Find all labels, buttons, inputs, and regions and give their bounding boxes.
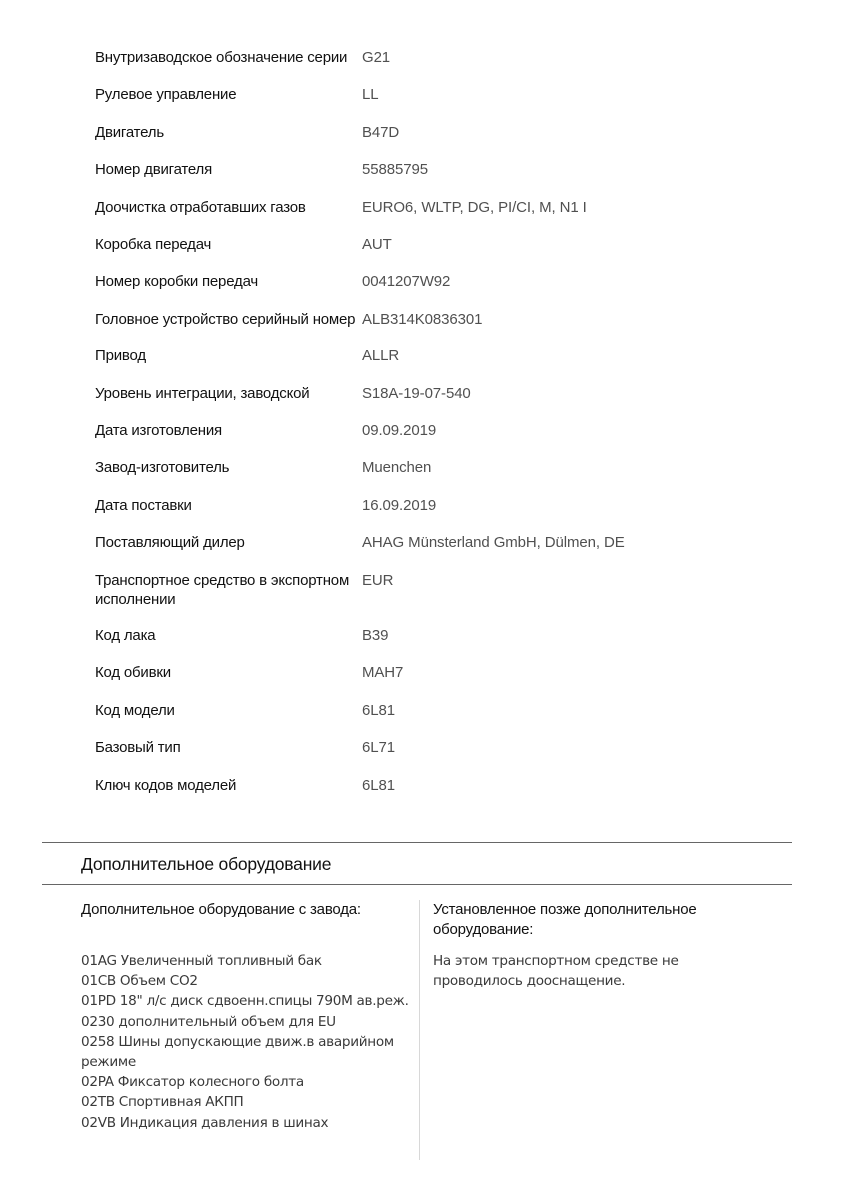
spec-row-production-date [95,421,795,440]
spec-value: G21 [362,49,391,66]
spec-label: Рулевое управление [95,86,237,104]
spec-row-integration-level [95,384,795,403]
list-item: 01PD 18" л/с диск сдвоенн.спицы 790M ав.реж. [81,993,409,1010]
spec-label: Ключ кодов моделей [95,776,237,794]
spec-label: Поставляющий дилер [95,534,245,552]
spec-row-dealer [95,533,795,552]
spec-value: 0041207W92 [362,273,451,291]
spec-row-model-key [95,776,795,795]
spec-value: MAH7 [362,664,404,682]
list-item: 0258 Шины допускающие движ.в аварийном режиме [81,1033,394,1071]
spec-label: Головное устройство серийный номер [95,310,356,328]
factory-equipment-heading: Дополнительное оборудование с завода: [81,901,361,918]
spec-row-plant [95,458,795,477]
spec-row-upholstery-code [95,663,795,682]
spec-value: 6L81 [362,701,395,719]
spec-value: ALLR [362,347,400,365]
spec-row-base-type [95,738,795,757]
list-item: 01CB Объем CO2 [81,973,198,990]
spec-row-head-unit [95,310,795,329]
spec-label: Код модели [95,701,175,719]
spec-value: AHAG Münsterland GmbH, Dülmen, DE [362,534,625,552]
factory-equipment-list [81,951,416,1133]
spec-label: Транспортное средство в экспортном исполнении [95,571,350,608]
spec-row-export-version [95,571,795,609]
spec-row-model-code [95,701,795,720]
spec-label: Код лака [95,627,156,645]
spec-value: AUT [362,235,392,253]
spec-row-engine [95,123,795,142]
spec-label: Дата изготовления [95,422,222,440]
spec-row-delivery-date [95,496,795,515]
spec-label: Базовый тип [95,739,181,757]
factory-equipment-column [81,900,416,1133]
list-item: 02VB Индикация давления в шинах [81,1114,329,1131]
spec-label: Коробка передач [95,235,212,253]
spec-row-series [95,48,795,67]
spec-row-exhaust [95,198,795,217]
spec-value: 16.09.2019 [362,496,437,514]
retrofit-equipment-column [433,900,733,991]
spec-value: ALB314K0836301 [362,310,483,328]
section-divider-bottom [42,884,792,885]
section-title: Дополнительное оборудование [81,854,332,874]
spec-value: LL [362,86,379,104]
spec-value: B47D [362,123,400,141]
list-item: 01AG Увеличенный топливный бак [81,953,322,969]
spec-label: Номер двигателя [95,161,213,179]
spec-label: Двигатель [95,123,164,141]
spec-value: 6L71 [362,739,395,757]
spec-value: S18A-19-07-540 [362,384,471,402]
list-item: 02PA Фиксатор колесного болта [81,1074,304,1091]
spec-label: Дата поставки [95,496,192,514]
spec-label: Код обивки [95,664,171,682]
spec-row-engine-number [95,160,795,179]
spec-label: Завод-изготовитель [95,459,230,477]
spec-value: Muenchen [362,459,432,477]
spec-label: Доочистка отработавших газов [95,198,306,216]
vehicle-spec-list [95,48,795,813]
spec-value: 55885795 [362,161,428,179]
spec-row-gearbox-number [95,272,795,291]
list-item: 0230 дополнительный объем для EU [81,1013,336,1030]
spec-value: 09.09.2019 [362,422,437,440]
spec-row-paint-code [95,626,795,645]
spec-value: EUR [362,571,394,589]
spec-row-drive [95,346,795,365]
spec-value: 6L81 [362,776,395,794]
spec-row-gearbox [95,235,795,254]
column-divider [419,900,420,1160]
spec-label: Уровень интеграции, заводской [95,384,310,402]
retrofit-equipment-heading: Установленное позже дополнительное оборудование: [433,901,697,938]
section-divider-top [42,842,792,843]
list-item: 02TB Спортивная АКПП [81,1094,244,1111]
spec-row-steering [95,85,795,104]
retrofit-equipment-note: На этом транспортном средстве не проводилось дооснащение. [433,953,679,990]
spec-label: Внутризаводское обозначение серии [95,49,348,66]
spec-value: EURO6, WLTP, DG, PI/CI, M, N1 I [362,198,587,216]
spec-value: B39 [362,627,389,645]
spec-label: Привод [95,347,146,365]
spec-label: Номер коробки передач [95,273,258,291]
